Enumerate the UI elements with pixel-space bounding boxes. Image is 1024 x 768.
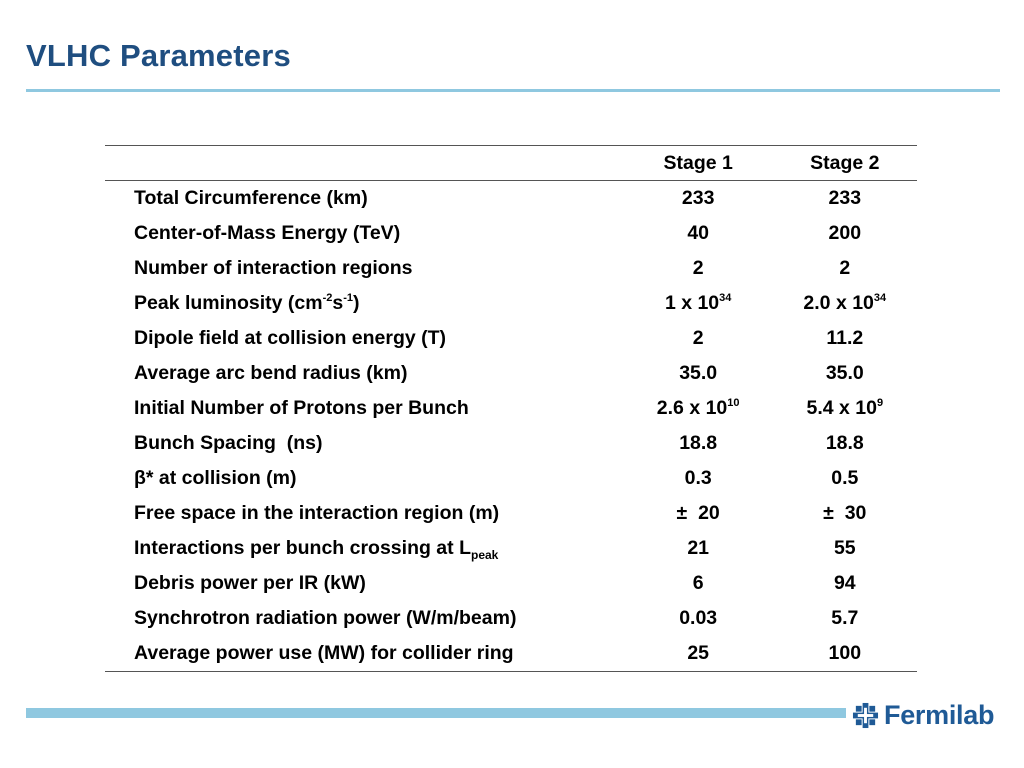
table-row — [105, 216, 917, 251]
stage-1-value: 0.03 — [679, 607, 718, 629]
label-superscript: -2 — [322, 292, 333, 304]
row-label: β* at collision (m) — [134, 467, 297, 489]
stage-1-value: 21 — [687, 537, 710, 559]
label-superscript: -1 — [343, 292, 353, 304]
value-exponent: 10 — [727, 397, 740, 409]
stage-1-value: 233 — [681, 187, 715, 209]
stage-2-value: 55 — [833, 537, 856, 559]
header-stage-2: Stage 2 — [810, 152, 880, 174]
table-row — [105, 391, 917, 426]
stage-1-value: 2 — [692, 257, 704, 279]
table-row — [105, 356, 917, 391]
row-label: Center-of-Mass Energy (TeV) — [134, 222, 401, 244]
table-row — [105, 321, 917, 356]
stage-2-value: 0.5 — [831, 467, 859, 489]
stage-1-value: 35.0 — [679, 362, 718, 384]
table-row — [105, 181, 917, 217]
table-row — [105, 251, 917, 286]
table-row — [105, 566, 917, 601]
stage-2-value: 100 — [828, 642, 862, 664]
stage-2-value: 2 — [839, 257, 851, 279]
row-label: Bunch Spacing (ns) — [134, 432, 323, 454]
label-subscript: peak — [470, 548, 499, 562]
title-divider — [26, 89, 1000, 92]
header-parameter — [105, 146, 624, 181]
value-base: 1 x 10 — [664, 292, 720, 314]
parameters-table — [105, 145, 917, 672]
stage-2-value: 94 — [833, 572, 856, 594]
table-row — [105, 531, 917, 566]
row-label: Average power use (MW) for collider ring — [134, 642, 514, 664]
label-text: Peak luminosity (cm — [134, 292, 323, 314]
table-row — [105, 496, 917, 531]
stage-1-value: 6 — [692, 572, 704, 594]
label-text: s — [332, 292, 344, 314]
label-text: Interactions per bunch crossing at L — [134, 537, 471, 559]
table-row — [105, 426, 917, 461]
row-label: Free space in the interaction region (m) — [134, 502, 500, 524]
row-label: Dipole field at collision energy (T) — [134, 327, 447, 349]
header-stage-1: Stage 1 — [663, 152, 733, 174]
stage-2-value — [773, 391, 917, 426]
table-row — [105, 601, 917, 636]
table-row — [105, 461, 917, 496]
stage-2-value: 5.7 — [831, 607, 859, 629]
row-label — [105, 531, 624, 566]
stage-1-value: 2 — [692, 327, 704, 349]
value-base: 2.0 x 10 — [803, 292, 874, 314]
stage-1-value — [624, 286, 773, 321]
value-exponent: 9 — [876, 397, 884, 409]
stage-2-value: ± 30 — [823, 502, 867, 524]
stage-1-value: 0.3 — [684, 467, 712, 489]
stage-1-value: ± 20 — [676, 502, 720, 524]
stage-2-value: 18.8 — [825, 432, 864, 454]
row-label: Number of interaction regions — [134, 257, 413, 279]
fermilab-logo — [852, 698, 994, 732]
stage-1-value: 40 — [687, 222, 710, 244]
fermilab-logo-icon — [852, 702, 879, 729]
stage-1-value: 18.8 — [679, 432, 718, 454]
table-row — [105, 286, 917, 321]
stage-2-value: 200 — [828, 222, 862, 244]
stage-2-value — [773, 286, 917, 321]
page-title: VLHC Parameters — [26, 38, 291, 73]
stage-1-value: 25 — [687, 642, 710, 664]
row-label: Average arc bend radius (km) — [134, 362, 408, 384]
stage-2-value: 35.0 — [825, 362, 864, 384]
stage-2-value: 11.2 — [826, 327, 864, 349]
value-base: 5.4 x 10 — [806, 397, 877, 419]
row-label: Initial Number of Protons per Bunch — [134, 397, 469, 419]
row-label: Synchrotron radiation power (W/m/beam) — [134, 607, 517, 629]
parameters-table-container — [105, 145, 917, 672]
value-base: 2.6 x 10 — [656, 397, 728, 419]
table-header-row — [105, 146, 917, 181]
stage-2-value: 233 — [828, 187, 862, 209]
row-label: Total Circumference (km) — [134, 187, 368, 209]
logo-text: Fermilab — [884, 699, 995, 730]
row-label: Debris power per IR (kW) — [134, 572, 366, 594]
stage-1-value — [624, 391, 773, 426]
value-exponent: 34 — [719, 292, 732, 304]
row-label — [105, 286, 624, 321]
footer-bar — [26, 708, 846, 718]
value-exponent: 34 — [873, 292, 887, 304]
table-row — [105, 636, 917, 672]
label-text: ) — [353, 292, 360, 314]
